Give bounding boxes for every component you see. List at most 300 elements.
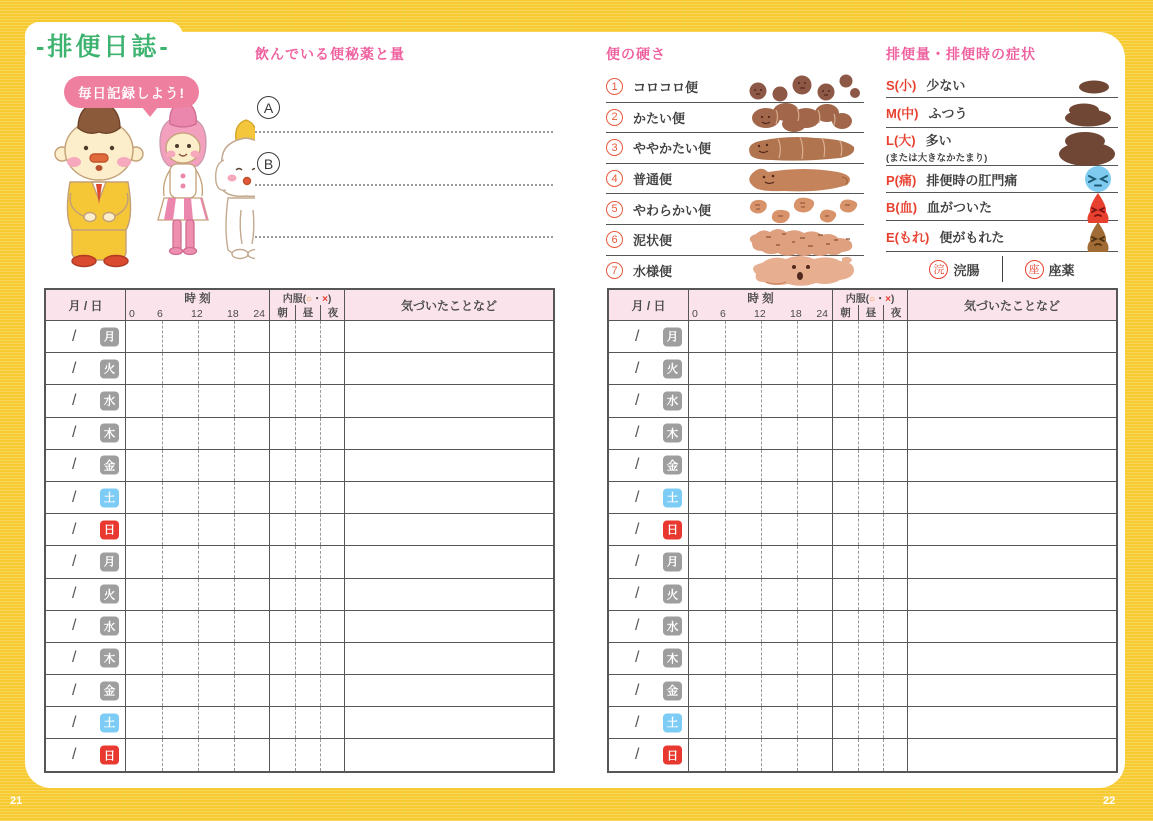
date-slash: / <box>72 488 77 506</box>
date-cell[interactable] <box>46 611 125 642</box>
notes-cell[interactable] <box>907 321 1116 352</box>
diary-row <box>46 481 553 513</box>
medication-cell[interactable] <box>832 514 907 545</box>
medium-stool-icon <box>1058 98 1118 128</box>
symptom-label: 便がもれた <box>939 229 1005 245</box>
date-cell[interactable] <box>609 579 688 610</box>
diary-row <box>46 352 553 384</box>
diary-row <box>46 545 553 577</box>
date-slash: / <box>635 456 640 474</box>
time-tick: 24 <box>816 308 828 320</box>
notes-header-cell: 気づいたことなど <box>907 290 1116 320</box>
day-badge: 金 <box>663 456 682 475</box>
time-grid-cell[interactable] <box>688 385 832 416</box>
girl-character <box>158 100 208 255</box>
date-cell[interactable] <box>609 707 688 738</box>
symptom-label: 血がついた <box>927 200 993 215</box>
date-slash: / <box>635 585 640 603</box>
diary-row <box>609 642 1116 674</box>
medication-cell[interactable] <box>832 418 907 449</box>
time-grid-cell[interactable] <box>125 675 269 706</box>
diary-table-left <box>44 288 555 773</box>
date-cell[interactable] <box>46 385 125 416</box>
page-number-right: 22 <box>1103 795 1116 807</box>
symptom-item <box>886 166 1118 193</box>
time-grid-cell[interactable] <box>125 739 269 770</box>
notes-cell[interactable] <box>344 611 553 642</box>
notes-cell[interactable] <box>344 675 553 706</box>
time-tick: 18 <box>790 308 802 320</box>
day-badge: 水 <box>100 617 119 636</box>
day-badge: 水 <box>663 391 682 410</box>
day-badge: 木 <box>663 424 682 443</box>
characters-illustration <box>40 98 255 270</box>
diary-row <box>609 352 1116 384</box>
date-cell[interactable] <box>609 546 688 577</box>
date-slash: / <box>635 359 640 377</box>
notes-cell[interactable] <box>907 450 1116 481</box>
symptom-sublabel: (または大きなかたまり) <box>886 152 988 164</box>
notes-cell[interactable] <box>344 643 553 674</box>
date-slash: / <box>635 713 640 731</box>
day-badge: 火 <box>100 359 119 378</box>
time-tick: 0 <box>692 308 698 320</box>
day-badge: 金 <box>663 681 682 700</box>
medication-cell[interactable] <box>832 321 907 352</box>
date-cell[interactable] <box>46 514 125 545</box>
diary-row <box>46 738 553 770</box>
legend-label: 浣腸 <box>953 262 980 278</box>
time-grid-cell[interactable] <box>688 611 832 642</box>
day-badge: 木 <box>100 424 119 443</box>
date-cell[interactable] <box>46 353 125 384</box>
day-badge: 日 <box>100 746 119 765</box>
time-grid-cell[interactable] <box>125 353 269 384</box>
medication-cell[interactable] <box>832 707 907 738</box>
date-slash: / <box>72 746 77 764</box>
hardness-item-number: 7 <box>606 262 623 279</box>
medicine-section <box>255 44 555 254</box>
date-cell[interactable] <box>609 482 688 513</box>
time-grid-cell[interactable] <box>125 643 269 674</box>
date-slash: / <box>72 617 77 635</box>
date-slash: / <box>635 617 640 635</box>
stool-hardness-section <box>606 44 864 286</box>
notes-cell[interactable] <box>907 514 1116 545</box>
day-badge: 火 <box>663 359 682 378</box>
date-cell[interactable] <box>46 321 125 352</box>
hardness-item-number: 3 <box>606 139 623 156</box>
time-grid-cell[interactable] <box>688 739 832 770</box>
time-tick: 12 <box>191 308 203 320</box>
field-extra-input-line[interactable] <box>255 236 553 238</box>
medication-cell[interactable] <box>269 482 344 513</box>
medication-header-cell: 内服(○・×) 朝 昼 夜 <box>832 290 907 320</box>
notes-cell[interactable] <box>344 707 553 738</box>
date-cell[interactable] <box>609 321 688 352</box>
symptom-code: E(もれ) <box>886 229 930 245</box>
time-grid-cell[interactable] <box>125 321 269 352</box>
diary-row <box>46 384 553 416</box>
hardness-item <box>606 164 864 195</box>
diary-row <box>609 674 1116 706</box>
medication-cell[interactable] <box>269 579 344 610</box>
legend-divider <box>1002 256 1003 282</box>
soft-pieces-poop-icon <box>742 192 864 226</box>
notes-cell[interactable] <box>344 321 553 352</box>
date-cell[interactable] <box>609 611 688 642</box>
legend-circled-code: 浣 <box>929 260 948 279</box>
time-grid-cell[interactable] <box>125 514 269 545</box>
watery-poop-icon <box>742 252 864 290</box>
date-slash: / <box>72 649 77 667</box>
notes-cell[interactable] <box>907 385 1116 416</box>
diary-row <box>46 610 553 642</box>
day-badge: 日 <box>663 520 682 539</box>
hardness-item-label: 水様便 <box>633 264 673 280</box>
hardness-item-number: 5 <box>606 201 623 218</box>
date-slash: / <box>72 391 77 409</box>
hardness-item-number: 4 <box>606 170 623 187</box>
time-tick: 24 <box>253 308 265 320</box>
smooth-poop-icon <box>742 163 864 195</box>
time-grid-cell[interactable] <box>125 707 269 738</box>
date-slash: / <box>72 359 77 377</box>
hardness-item-number: 2 <box>606 109 623 126</box>
pain-face-icon <box>1062 164 1118 194</box>
medication-cell[interactable] <box>269 450 344 481</box>
symptom-label: 多い <box>925 132 952 148</box>
medication-cell[interactable] <box>832 482 907 513</box>
date-header-cell: 月 / 日 <box>631 298 666 313</box>
day-badge: 月 <box>100 552 119 571</box>
day-badge: 水 <box>663 617 682 636</box>
date-slash: / <box>72 327 77 345</box>
lumpy-poop-icon <box>742 100 864 134</box>
page-title: -排便日誌- <box>36 33 171 61</box>
diary-row <box>46 320 553 352</box>
hardness-item <box>606 72 864 103</box>
hardness-item <box>606 256 864 287</box>
diary-row <box>609 545 1116 577</box>
day-badge: 月 <box>663 327 682 346</box>
notes-cell[interactable] <box>907 739 1116 770</box>
date-cell[interactable] <box>609 418 688 449</box>
medication-cell[interactable] <box>832 450 907 481</box>
date-slash: / <box>72 456 77 474</box>
enema-suppository-legend <box>886 252 1118 286</box>
diary-row <box>609 449 1116 481</box>
notes-cell[interactable] <box>344 514 553 545</box>
medication-cell[interactable] <box>269 739 344 770</box>
diary-row <box>46 578 553 610</box>
date-cell[interactable] <box>46 482 125 513</box>
diary-row <box>609 610 1116 642</box>
cracked-poop-icon <box>742 132 864 164</box>
hardness-item-number: 6 <box>606 231 623 248</box>
pebble-poop-icon <box>742 70 864 104</box>
diary-row <box>609 320 1116 352</box>
medicine-heading: 飲んでいる便秘薬と量 <box>255 46 405 62</box>
notes-cell[interactable] <box>907 675 1116 706</box>
medication-cell[interactable] <box>832 353 907 384</box>
day-badge: 土 <box>663 488 682 507</box>
medication-cell[interactable] <box>269 418 344 449</box>
time-tick: 6 <box>720 308 726 320</box>
date-cell[interactable] <box>609 739 688 770</box>
diary-row <box>46 449 553 481</box>
date-cell[interactable] <box>609 450 688 481</box>
notes-cell[interactable] <box>344 418 553 449</box>
time-grid-cell[interactable] <box>688 482 832 513</box>
date-slash: / <box>635 746 640 764</box>
symptom-code: P(痛) <box>886 172 917 188</box>
small-stool-icon <box>1058 70 1118 100</box>
diary-row <box>609 706 1116 738</box>
date-slash: / <box>635 520 640 538</box>
date-slash: / <box>72 552 77 570</box>
leak-drop-icon <box>1062 220 1118 252</box>
medication-cell[interactable] <box>269 321 344 352</box>
time-tick: 12 <box>754 308 766 320</box>
day-badge: 日 <box>663 746 682 765</box>
medication-cell[interactable] <box>832 546 907 577</box>
time-tick: 18 <box>227 308 239 320</box>
diary-row <box>609 481 1116 513</box>
symptom-item <box>886 128 1118 166</box>
hardness-item <box>606 103 864 134</box>
day-badge: 土 <box>100 713 119 732</box>
diary-row <box>609 513 1116 545</box>
diary-row <box>46 417 553 449</box>
hardness-item <box>606 133 864 164</box>
day-badge: 木 <box>663 649 682 668</box>
time-grid-cell[interactable] <box>125 546 269 577</box>
medication-cell[interactable] <box>269 385 344 416</box>
hardness-item-number: 1 <box>606 78 623 95</box>
hardness-item-label: やわらかい便 <box>633 202 712 218</box>
notes-cell[interactable] <box>907 482 1116 513</box>
hardness-heading: 便の硬さ <box>606 46 666 62</box>
medication-cell[interactable] <box>269 611 344 642</box>
date-cell[interactable] <box>46 739 125 770</box>
date-slash: / <box>635 391 640 409</box>
date-cell[interactable] <box>609 385 688 416</box>
symptom-label: 排便時の肛門痛 <box>926 172 1018 188</box>
suppository-legend <box>1025 260 1075 279</box>
day-badge: 金 <box>100 681 119 700</box>
medication-sub-label: 夜 <box>320 305 345 320</box>
date-cell[interactable] <box>46 450 125 481</box>
time-header-cell: 時 刻 0 6 12 18 24 <box>125 290 269 320</box>
symptom-code: M(中) <box>886 106 919 121</box>
field-a-label: A <box>257 96 280 119</box>
notes-cell[interactable] <box>344 353 553 384</box>
date-cell[interactable] <box>609 675 688 706</box>
medication-cell[interactable] <box>832 611 907 642</box>
legend-circled-code: 座 <box>1025 260 1044 279</box>
day-badge: 土 <box>663 713 682 732</box>
notes-cell[interactable] <box>907 643 1116 674</box>
enema-legend <box>929 260 979 279</box>
medication-sub-label: 朝 <box>277 307 288 319</box>
date-slash: / <box>72 520 77 538</box>
notes-header-cell: 気づいたことなど <box>344 290 553 320</box>
blood-drop-icon <box>1062 191 1118 223</box>
hardness-item <box>606 194 864 225</box>
hardness-item-label: かたい便 <box>633 110 686 126</box>
date-cell[interactable] <box>46 675 125 706</box>
time-grid-cell[interactable] <box>688 707 832 738</box>
time-tick: 0 <box>129 308 135 320</box>
notes-cell[interactable] <box>907 546 1116 577</box>
date-cell[interactable] <box>46 707 125 738</box>
day-badge: 火 <box>100 585 119 604</box>
page-number-left: 21 <box>10 795 23 807</box>
day-badge: 水 <box>100 391 119 410</box>
notes-cell[interactable] <box>907 707 1116 738</box>
hardness-item-label: コロコロ便 <box>633 80 699 96</box>
date-slash: / <box>635 681 640 699</box>
date-header-cell: 月 / 日 <box>68 298 103 313</box>
day-badge: 日 <box>100 520 119 539</box>
date-slash: / <box>72 713 77 731</box>
notes-cell[interactable] <box>344 546 553 577</box>
medication-cell[interactable] <box>269 675 344 706</box>
day-badge: 月 <box>100 327 119 346</box>
day-badge: 火 <box>663 585 682 604</box>
time-grid-cell[interactable] <box>688 450 832 481</box>
medication-sub-label: 昼 <box>858 305 883 320</box>
date-slash: / <box>635 327 640 345</box>
time-grid-cell[interactable] <box>688 418 832 449</box>
time-grid-cell[interactable] <box>688 643 832 674</box>
symptom-code: L(大) <box>886 132 916 148</box>
medication-cell[interactable] <box>832 385 907 416</box>
symptom-code: S(小) <box>886 78 917 93</box>
notes-cell[interactable] <box>344 579 553 610</box>
time-grid-cell[interactable] <box>688 579 832 610</box>
field-a-input-line[interactable] <box>255 131 553 133</box>
medication-sub-label: 昼 <box>295 305 320 320</box>
medication-cell[interactable] <box>832 579 907 610</box>
time-grid-cell[interactable] <box>125 482 269 513</box>
medication-cell[interactable] <box>269 643 344 674</box>
date-cell[interactable] <box>609 514 688 545</box>
time-grid-cell[interactable] <box>688 675 832 706</box>
time-grid-cell[interactable] <box>688 514 832 545</box>
day-badge: 木 <box>100 649 119 668</box>
symptoms-heading: 排便量・排便時の症状 <box>886 46 1036 62</box>
symptom-item <box>886 98 1118 128</box>
symptoms-section <box>886 44 1118 286</box>
date-slash: / <box>72 681 77 699</box>
symptom-label: 少ない <box>926 78 966 93</box>
day-badge: 月 <box>663 552 682 571</box>
date-cell[interactable] <box>46 546 125 577</box>
day-badge: 土 <box>100 488 119 507</box>
date-cell[interactable] <box>46 418 125 449</box>
dog-character <box>216 120 255 259</box>
diary-row <box>46 642 553 674</box>
symptom-label: ふつう <box>928 106 968 121</box>
symptom-item <box>886 72 1118 98</box>
date-slash: / <box>635 552 640 570</box>
time-grid-cell[interactable] <box>125 450 269 481</box>
medication-cell[interactable] <box>269 546 344 577</box>
time-grid-cell[interactable] <box>125 611 269 642</box>
date-slash: / <box>72 585 77 603</box>
date-slash: / <box>72 424 77 442</box>
notes-cell[interactable] <box>907 353 1116 384</box>
medication-cell[interactable] <box>269 707 344 738</box>
diary-table-right <box>607 288 1118 773</box>
hardness-item-label: 泥状便 <box>633 233 673 249</box>
date-cell[interactable] <box>46 579 125 610</box>
medication-sub-label: 夜 <box>883 305 908 320</box>
hardness-item-label: 普通便 <box>633 172 673 188</box>
day-badge: 金 <box>100 456 119 475</box>
symptom-item <box>886 221 1118 252</box>
hardness-item-label: ややかたい便 <box>633 141 712 157</box>
medication-cell[interactable] <box>832 675 907 706</box>
field-b-input-line[interactable] <box>255 184 553 186</box>
medication-cell[interactable] <box>832 739 907 770</box>
time-header-cell: 時 刻 0 6 12 18 24 <box>688 290 832 320</box>
time-grid-cell[interactable] <box>125 418 269 449</box>
diary-row <box>609 417 1116 449</box>
speech-bubble: 毎日記録しよう! <box>64 76 199 108</box>
diary-row <box>609 578 1116 610</box>
diary-row <box>46 513 553 545</box>
medication-sub-label: 朝 <box>840 307 851 319</box>
date-slash: / <box>635 649 640 667</box>
date-slash: / <box>635 488 640 506</box>
diary-row <box>609 384 1116 416</box>
symptom-code: B(血) <box>886 200 918 215</box>
date-cell[interactable] <box>609 643 688 674</box>
field-b-label: B <box>257 152 280 175</box>
man-character <box>55 101 143 267</box>
time-grid-cell[interactable] <box>688 353 832 384</box>
large-stool-icon <box>1056 127 1118 167</box>
time-grid-cell[interactable] <box>688 546 832 577</box>
notes-cell[interactable] <box>344 450 553 481</box>
notes-cell[interactable] <box>907 418 1116 449</box>
medication-cell[interactable] <box>269 514 344 545</box>
date-cell[interactable] <box>46 643 125 674</box>
notes-cell[interactable] <box>344 482 553 513</box>
time-grid-cell[interactable] <box>125 385 269 416</box>
medication-cell[interactable] <box>832 643 907 674</box>
diary-row <box>609 738 1116 770</box>
notes-cell[interactable] <box>344 739 553 770</box>
medication-cell[interactable] <box>269 353 344 384</box>
time-grid-cell[interactable] <box>125 579 269 610</box>
notes-cell[interactable] <box>344 385 553 416</box>
notes-cell[interactable] <box>907 611 1116 642</box>
symptom-item <box>886 193 1118 221</box>
notes-cell[interactable] <box>907 579 1116 610</box>
time-grid-cell[interactable] <box>688 321 832 352</box>
medication-header-cell: 内服(○・×) 朝 昼 夜 <box>269 290 344 320</box>
legend-label: 座薬 <box>1048 262 1075 278</box>
diary-row <box>46 674 553 706</box>
date-slash: / <box>635 424 640 442</box>
date-cell[interactable] <box>609 353 688 384</box>
time-tick: 6 <box>157 308 163 320</box>
diary-row <box>46 706 553 738</box>
